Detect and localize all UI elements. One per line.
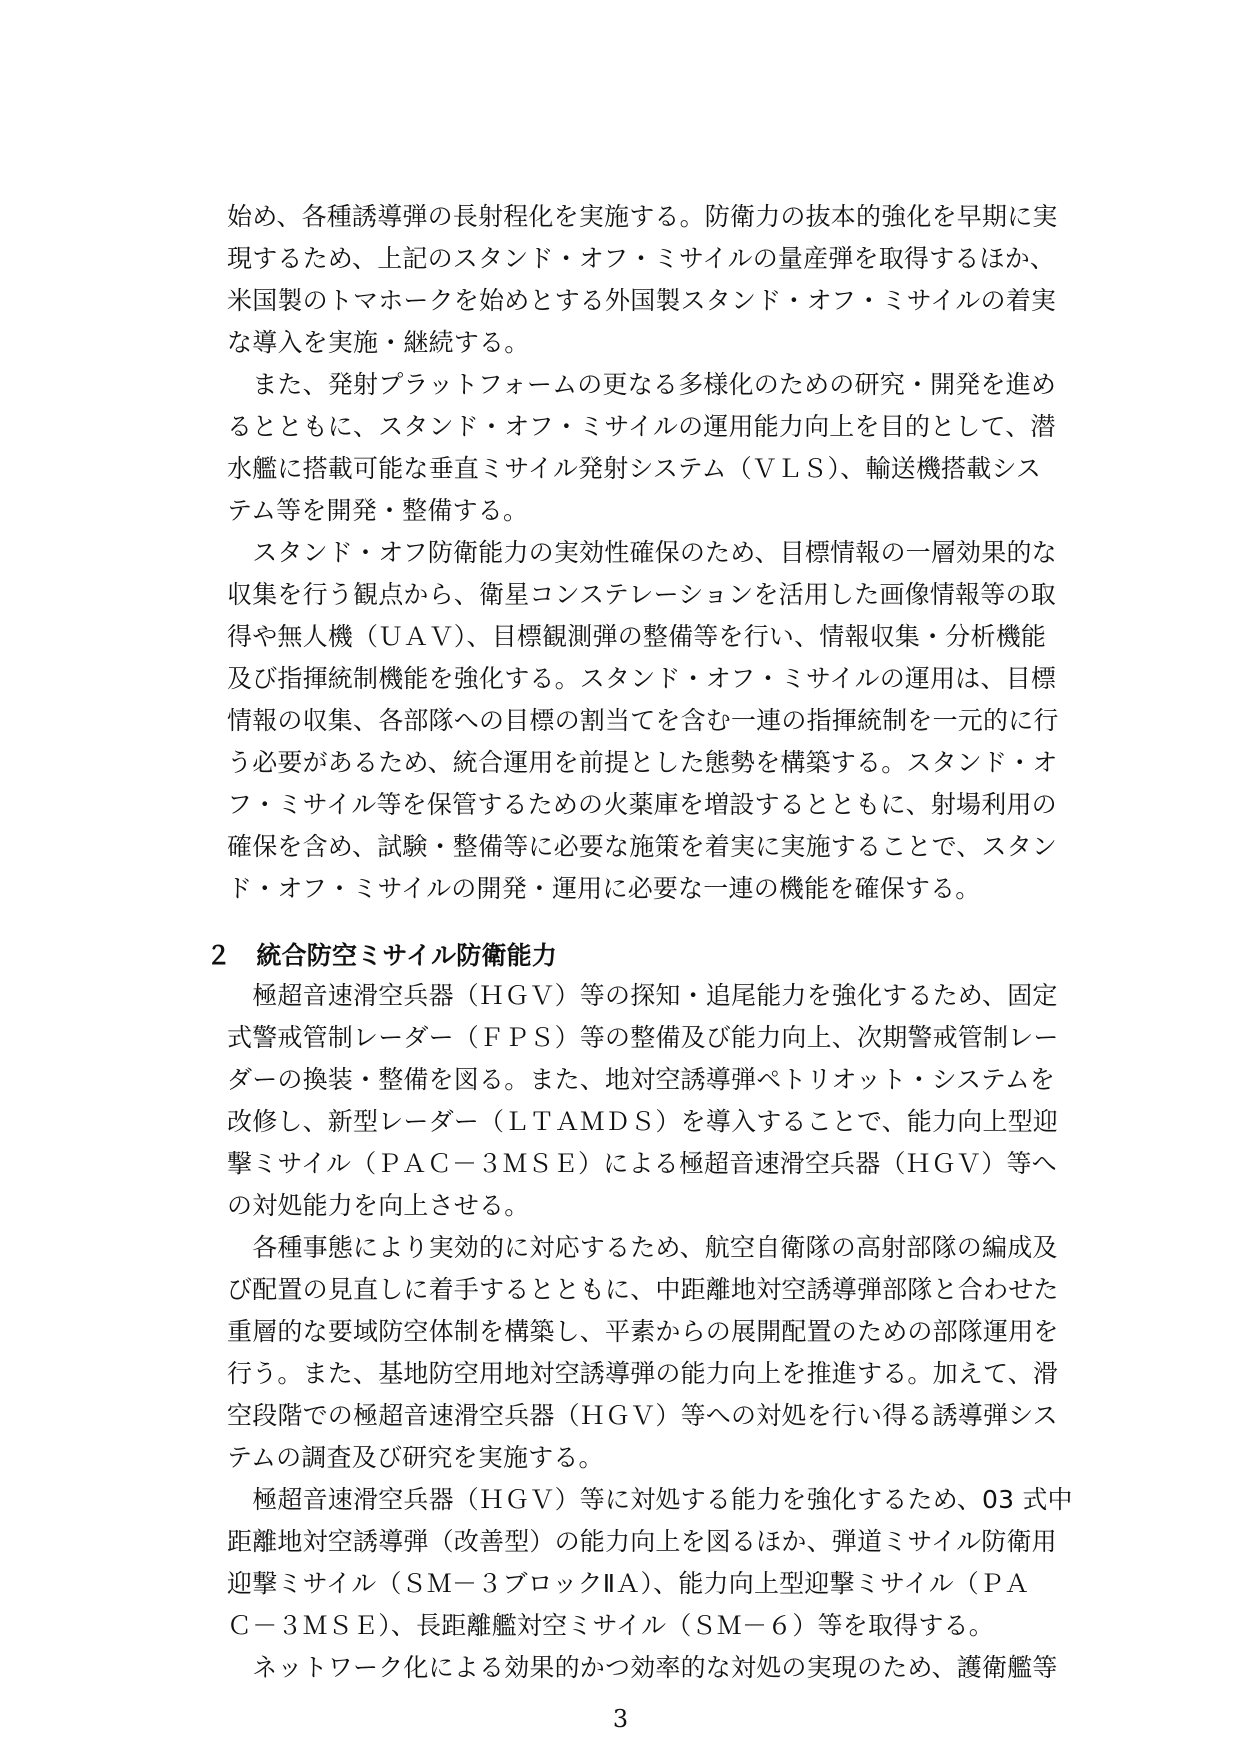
- body-text-line: 撃ミサイル（ＰＡＣ－３ＭＳＥ）による極超音速滑空兵器（ＨＧＶ）等へ: [227, 1149, 1057, 1178]
- body-text-line: 迎撃ミサイル（ＳＭ－３ブロックⅡＡ）、能力向上型迎撃ミサイル（ＰＡ: [227, 1569, 1030, 1598]
- body-text-line: スタンド・オフ防衛能力の実効性確保のため、目標情報の一層効果的な: [227, 538, 1057, 567]
- body-text-line: 収集を行う観点から、衛星コンステレーションを活用した画像情報等の取: [227, 580, 1056, 609]
- body-text-line: 情報の収集、各部隊への目標の割当てを含む一連の指揮統制を一元的に行: [227, 706, 1059, 735]
- body-text-line: の対処能力を向上させる。: [227, 1191, 530, 1220]
- body-text-line: う必要があるため、統合運用を前提とした態勢を構築する。スタンド・オ: [227, 748, 1058, 777]
- body-text-line: 空段階での極超音速滑空兵器（ＨＧＶ）等への対処を行い得る誘導弾シス: [227, 1401, 1058, 1430]
- page-number: 3: [612, 1705, 629, 1733]
- body-text-line: 得や無人機（ＵＡＶ）、目標観測弾の整備等を行い、情報収集・分析機能: [227, 622, 1047, 651]
- body-text-line: ダーの換装・整備を図る。また、地対空誘導弾ペトリオット・システムを: [227, 1065, 1056, 1094]
- body-text-line: な導入を実施・継続する。: [227, 328, 530, 357]
- body-text-line: 確保を含め、試験・整備等に必要な施策を着実に実施することで、スタン: [227, 832, 1058, 861]
- body-text-line: Ｃ－３ＭＳＥ）、長距離艦対空ミサイル（ＳＭ－６）等を取得する。: [227, 1611, 994, 1640]
- body-text-line: 極超音速滑空兵器（ＨＧＶ）等に対処する能力を強化するため、03 式中: [227, 1485, 1073, 1514]
- body-text-line: ド・オフ・ミサイルの開発・運用に必要な一連の機能を確保する。: [227, 874, 981, 903]
- body-text-line: 改修し、新型レーダー（ＬＴＡＭＤＳ）を導入することで、能力向上型迎: [227, 1107, 1059, 1136]
- body-text-line: 始め、各種誘導弾の長射程化を実施する。防衛力の抜本的強化を早期に実: [227, 202, 1058, 231]
- body-text-line: 米国製のトマホークを始めとする外国製スタンド・オフ・ミサイルの着実: [227, 286, 1057, 315]
- body-text-line: 水艦に搭載可能な垂直ミサイル発射システム（ＶＬＳ）、輸送機搭載シス: [227, 454, 1042, 483]
- body-text-line: るとともに、スタンド・オフ・ミサイルの運用能力向上を目的として、潜: [227, 412, 1056, 441]
- body-text-line: 距離地対空誘導弾（改善型）の能力向上を図るほか、弾道ミサイル防衛用: [227, 1527, 1057, 1556]
- body-text-line: 行う。また、基地防空用地対空誘導弾の能力向上を推進する。加えて、滑: [227, 1359, 1059, 1388]
- body-text-line: 現するため、上記のスタンド・オフ・ミサイルの量産弾を取得するほか、: [227, 244, 1056, 273]
- body-text-line: び配置の見直しに着手するとともに、中距離地対空誘導弾部隊と合わせた: [227, 1275, 1059, 1304]
- body-text-line: 極超音速滑空兵器（ＨＧＶ）等の探知・追尾能力を強化するため、固定: [227, 981, 1058, 1010]
- body-text-line: 及び指揮統制機能を強化する。スタンド・オフ・ミサイルの運用は、目標: [227, 664, 1057, 693]
- body-text-line: フ・ミサイル等を保管するための火薬庫を増設するとともに、射場利用の: [227, 790, 1057, 819]
- body-text-line: 重層的な要域防空体制を構築し、平素からの展開配置のための部隊運用を: [227, 1317, 1059, 1346]
- body-text-line: また、発射プラットフォームの更なる多様化のための研究・開発を進め: [227, 370, 1057, 399]
- body-text-line: テムの調査及び研究を実施する。: [227, 1443, 604, 1472]
- body-text-line: 各種事態により実効的に対応するため、航空自衛隊の高射部隊の編成及: [227, 1233, 1058, 1262]
- body-text-line: 式警戒管制レーダー（ＦＰＳ）等の整備及び能力向上、次期警戒管制レー: [227, 1023, 1059, 1052]
- section-heading: ２ 統合防空ミサイル防衛能力: [206, 941, 558, 970]
- body-text-line: テム等を開発・整備する。: [227, 496, 529, 525]
- body-text-line: ネットワーク化による効果的かつ効率的な対処の実現のため、護衛艦等: [227, 1653, 1058, 1682]
